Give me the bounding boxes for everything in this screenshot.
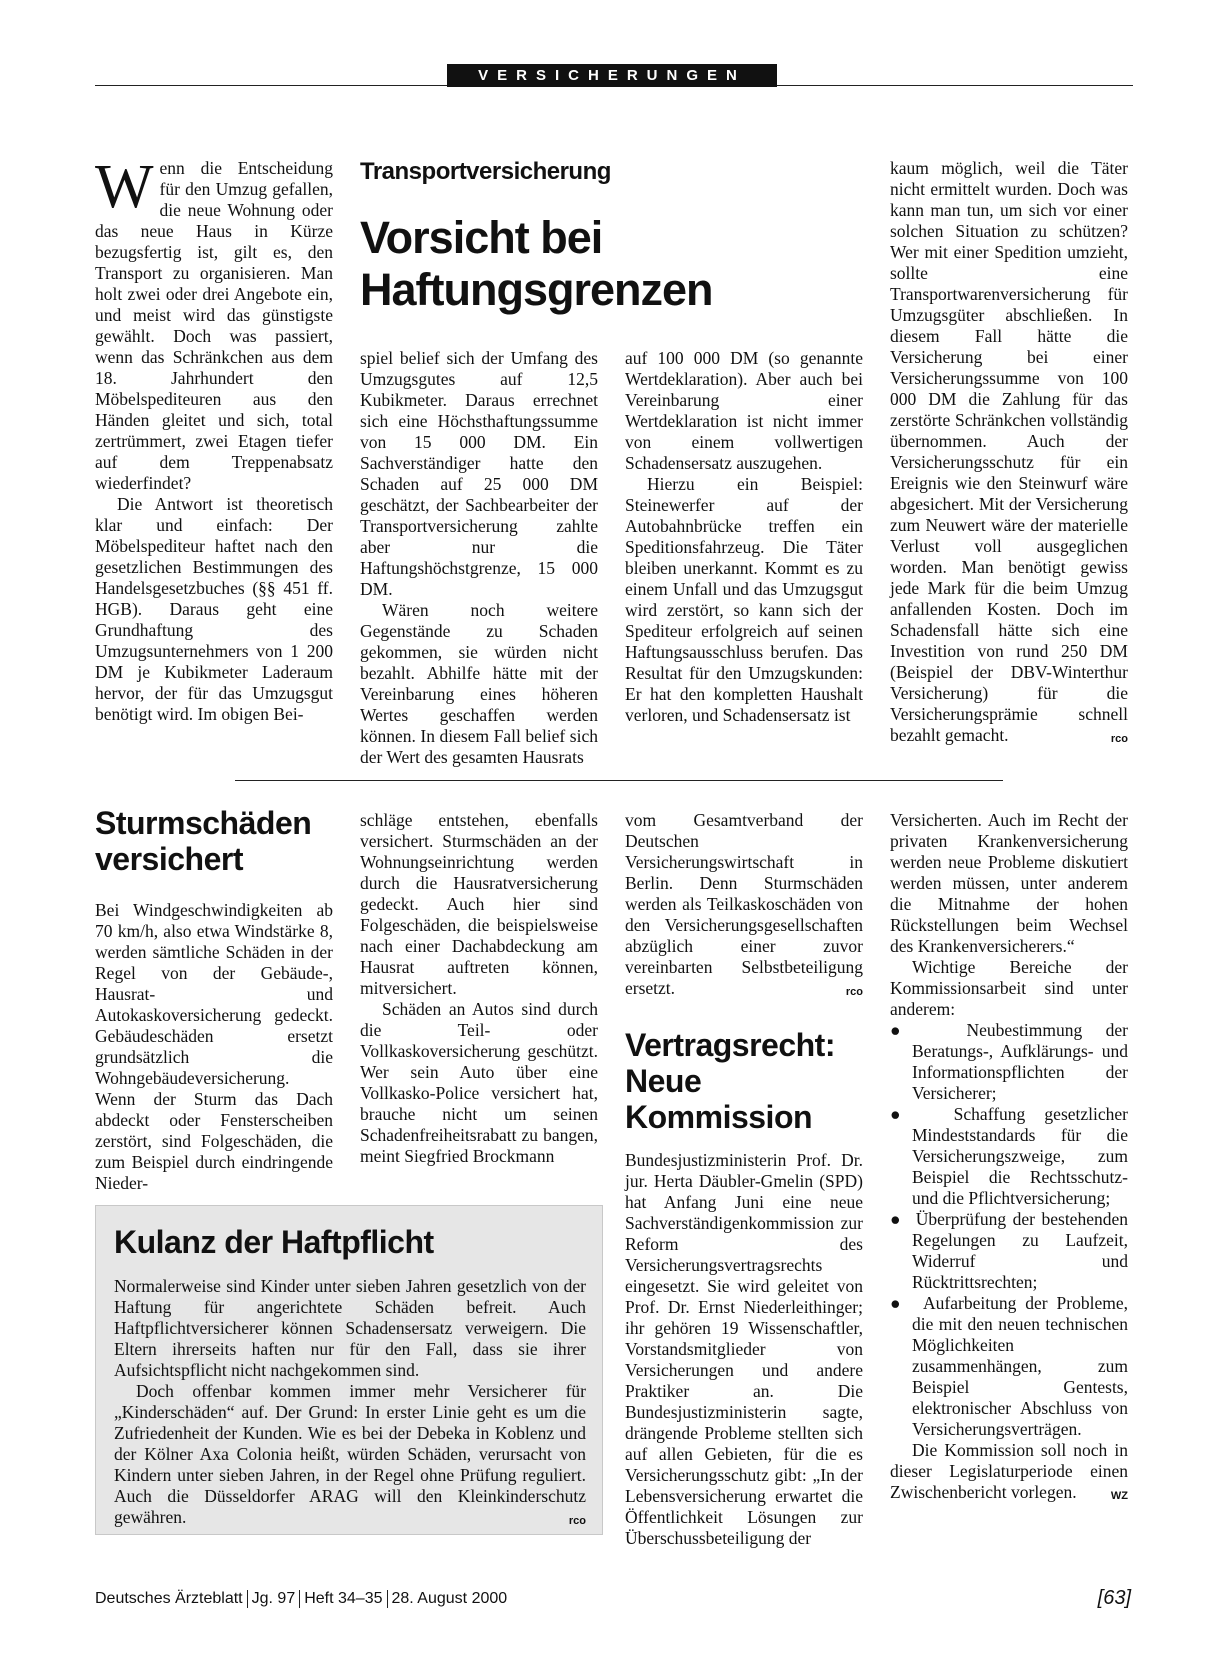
article3-col4-p2: Wichtige Bereiche der Kommissionsarbeit sind unter anderem: — [890, 957, 1128, 1019]
info-box — [95, 1205, 603, 1535]
article3-col4-p1: Versicherten. Auch im Recht der privaten Krankenversicherung werden neue Probleme diskutiert werden müssen, unter anderem die Mitnahme der hohen Rückstellungen beim Wechsel des Krankenversicherers.“ — [890, 810, 1128, 956]
bullet-item: ● Überprüfung der bestehenden Regelungen zu Laufzeit, Widerruf und Rücktrittsrechten; — [890, 1209, 1128, 1292]
article2-column-2 — [360, 810, 598, 1167]
article1-column-4 — [890, 158, 1128, 750]
footer-volume: Jg. 97 — [251, 1590, 296, 1608]
bullet-item: ● Schaffung gesetzlicher Mindeststandards für die Versicherungszweige, zum Beispiel die Rechtsschutz- und die Pflichtversicherung; — [890, 1104, 1128, 1208]
article1-col2-p2: Wären noch weitere Gegenstände zu Schaden gekommen, sie würden nicht bezahlt. Abhilfe hätte mit der Vereinbarung eines höheren Wertes geschaffen werden können. In diesem Fall belief sich der Wert des gesamten Hausrats — [360, 600, 598, 767]
footer-separator — [299, 1590, 300, 1608]
page-number: [63] — [1097, 1587, 1131, 1609]
article1-column-3 — [625, 348, 863, 726]
page-footer — [95, 1590, 507, 1608]
bullet-text: Überprüfung der bestehenden Regelungen zu Laufzeit, Widerruf und Rücktrittsrechten; — [912, 1209, 1128, 1292]
bullet-text: Schaffung gesetzlicher Mindeststandards für die Versicherungszweige, zum Beispiel die Rechtsschutz- und die Pflichtversicherung; — [912, 1104, 1128, 1208]
article2-col1: Bei Windgeschwindigkeiten ab 70 km/h, also etwa Windstärke 8, werden sämtliche Schäden in der Regel von der Gebäude-, Hausrat- und Autokaskoversicherung gedeckt. Gebäudeschäden ersetzt grundsätzlich die Wohngebäudeversicherung. Wenn der Sturm das Dach abdeckt oder Fensterscheiben zerstört, sind Folgeschäden, die zum Beispiel durch eindringende Nieder- — [95, 900, 333, 1193]
footer-issue: Heft 34–35 — [304, 1590, 383, 1608]
article2-signature: rco — [845, 986, 863, 998]
article1-headline: Vorsicht bei Haftungsgrenzen — [360, 212, 713, 315]
footer-date: 28. August 2000 — [391, 1590, 508, 1608]
bullet-text: Neubestimmung der Beratungs-, Aufklärungs- und Informationspflichten der Versicherer; — [912, 1020, 1128, 1103]
article2-col3: vom Gesamtverband der Deutschen Versicherungswirtschaft in Berlin. Denn Sturmschäden werden als Teilkaskoschäden von den Versicherungsgesellschaften abzüglich einer zuvor vereinbarten Selbstbeteiligung ersetzt. — [625, 810, 863, 998]
bullet-item: ● Neubestimmung der Beratungs-, Aufklärungs- und Informationspflichten der Versicherer; — [890, 1020, 1128, 1103]
box-body — [114, 1276, 586, 1532]
footer-journal: Deutsches Ärzteblatt — [95, 1590, 243, 1608]
article1-col3-p1: auf 100 000 DM (so genannte Wertdeklaration). Aber auch bei Vereinbarung einer Wertdeklaration ist nicht immer von einem vollwertigen Schadensersatz auszugehen. — [625, 348, 863, 473]
dropcap: W — [95, 153, 154, 221]
footer-separator — [247, 1590, 248, 1608]
bullet-text: Aufarbeitung der Probleme, die mit den neuen technischen Möglichkeiten zusammenhängen, zum Beispiel Gentests, elektronischer Abschluss von Versicherungsverträgen. — [912, 1293, 1129, 1439]
article3-col4-p3: Die Kommission soll noch in dieser Legislaturperiode einen Zwischenbericht vorlegen. — [890, 1440, 1128, 1502]
article1-col2-p1: spiel belief sich der Umfang des Umzugsgutes auf 12,5 Kubikmeter. Daraus errechnet sich eine Höchsthaftungssumme von 15 000 DM. Ein Sachverständiger hatte den Schaden auf 25 000 DM geschätzt, der Sachbearbeiter der Transportversicherung zahlte aber nur die Haftungshöchstgrenze, 15 000 DM. — [360, 348, 598, 599]
article1-col1-p2: Die Antwort ist theoretisch klar und einfach: Der Möbelspediteur haftet nach den gesetzlichen Bestimmungen des Handelsgesetzbuches (§§ 451 ff. HGB). Daraus geht eine Grundhaftung des Umzugsunternehmers von 1 200 DM je Kubikmeter Laderaum hervor, der für das Umzugsgut benötigt wird. Im obigen Bei- — [95, 494, 333, 724]
article3-col3: Bundesjustizministerin Prof. Dr. jur. Herta Däubler-Gmelin (SPD) hat Anfang Juni eine neue Sachverständigenkommission zur Reform des Versicherungsvertragsrechts eingesetzt. Sie wird geleitet von Prof. Dr. Ernst Niederleithinger; ihr gehören 19 Wissenschaftler, Vorstandsmitglieder von Versicherungen und andere Praktiker an. Die Bundesjustizministerin sagte, drängende Probleme stellten sich auf allen Gebieten, für die es Versicherungsschutz gibt: „In der Lebensversicherung erwartet die Öffentlichkeit Lösungen zur Überschussbeteiligung der — [625, 1150, 863, 1548]
article1-column-1 — [95, 153, 333, 725]
article1-kicker: Transportversicherung — [360, 158, 611, 185]
article2-col2-p1: schläge entstehen, ebenfalls versichert. Sturmschäden an der Wohnungseinrichtung werden durch die Hausratversicherung gedeckt. Auch hier sind Folgeschäden, die beispielsweise nach einer Dachabdeckung am Hausrat auftreten können, mitversichert. — [360, 810, 598, 998]
article1-col3-p2: Hierzu ein Beispiel: Steinewerfer auf der Autobahnbrücke treffen ein Speditionsfahrzeug. Die Täter bleiben unerkannt. Kommt es zu einem Unfall und das Umzugsgut wird zerstört, so kann sich der Spediteur erfolgreich auf seinen Haftungsausschluss berufen. Das Resultat für den Umzugskunden: Er hat den kompletten Haushalt verloren, und Schadensersatz ist — [625, 474, 863, 725]
article1-col4-p1: kaum möglich, weil die Täter nicht ermittelt wurden. Doch was kann man tun, um sich vor einer solchen Situation zu schützen? Wer mit einer Spedition umzieht, sollte eine Transportwarenversicherung für Umzugsgüter abschließen. In diesem Fall hätte die Versicherung bei einer Versicherungssumme von 100 000 DM die Zahlung für das zerstörte Schränkchen vollständig übernommen. Auch der Versicherungsschutz für ein Ereignis wie den Steinwurf wäre abgesichert. Mit der Versicherung zum Neuwert wäre der materielle Verlust voll ausgeglichen worden. Man benötigt gewiss jede Mark für die beim Umzug anfallenden Kosten. Doch im Schadensfall hätte sich eine Investition von rund 250 DM (Beispiel der DBV-Winterthur Versicherung) für die Versicherungsprämie schnell bezahlt gemacht. — [890, 158, 1128, 745]
box-p1: Normalerweise sind Kinder unter sieben Jahren gesetzlich von der Haftung für angerichtete Schäden befreit. Auch Haftpflichtversicherer können Schadensersatz verweigern. Die Eltern ihrerseits haften nur für den Fall, dass sie ihrer Aufsichtspflicht nicht nachgekommen sind. — [114, 1276, 586, 1380]
box-headline: Kulanz der Haftpflicht — [114, 1224, 434, 1260]
article2-column-3 — [625, 810, 863, 1003]
article3-column-4 — [890, 810, 1128, 1507]
article2-headline: Sturmschäden versichert — [95, 805, 312, 877]
article3-column-3 — [625, 1150, 863, 1549]
article3-headline: Vertragsrecht: Neue Kommission — [625, 1027, 835, 1135]
box-p2: Doch offenbar kommen immer mehr Versicherer für „Kinderschäden“ auf. Der Grund: In erster Linie geht es um die Zufriedenheit der Kunden. Wie es bei der Debeka in Koblenz und der Kölner Axa Colonia heißt, würden Schäden, verursacht von Kindern unter sieben Jahren, in der Regel ohne Prüfung reguliert. Auch die Düsseldorfer ARAG will den Kleinkinderschutz gewähren. — [114, 1381, 586, 1527]
section-label: VERSICHERUNGEN — [447, 64, 777, 87]
divider-rule — [235, 780, 1003, 781]
article2-column-1 — [95, 900, 333, 1194]
footer-separator — [387, 1590, 388, 1608]
article1-col1-p1: enn die Entscheidung für den Umzug gefallen, die neue Wohnung oder das neue Haus in Kürze bezugsfertig ist, gilt es, den Transport zu organisieren. Man holt zwei oder drei Angebote ein, und meist wird das günstigste gewählt. Doch was passiert, wenn das Schränkchen aus dem 18. Jahrhundert den Möbelspediteuren aus den Händen gleitet und sich, total zertrümmert, zwei Etagen tiefer auf dem Treppenabsatz wiederfindet? — [95, 158, 333, 493]
article1-column-2 — [360, 348, 598, 768]
article3-signature: WZ — [1110, 1490, 1128, 1502]
article1-signature: rco — [1110, 733, 1128, 745]
bullet-item: ● Aufarbeitung der Probleme, die mit den neuen technischen Möglichkeiten zusammenhängen, zum Beispiel Gentests, elektronischer Abschluss von Versicherungsverträgen. — [890, 1293, 1129, 1439]
article2-col2-p2: Schäden an Autos sind durch die Teil- oder Vollkaskoversicherung geschützt. Wer sein Auto über eine Vollkasko-Police versichert hat, brauche nicht um seinen Schadenfreiheitsrabatt zu bangen, meint Siegfried Brockmann — [360, 999, 598, 1166]
box-signature: rco — [568, 1515, 586, 1527]
